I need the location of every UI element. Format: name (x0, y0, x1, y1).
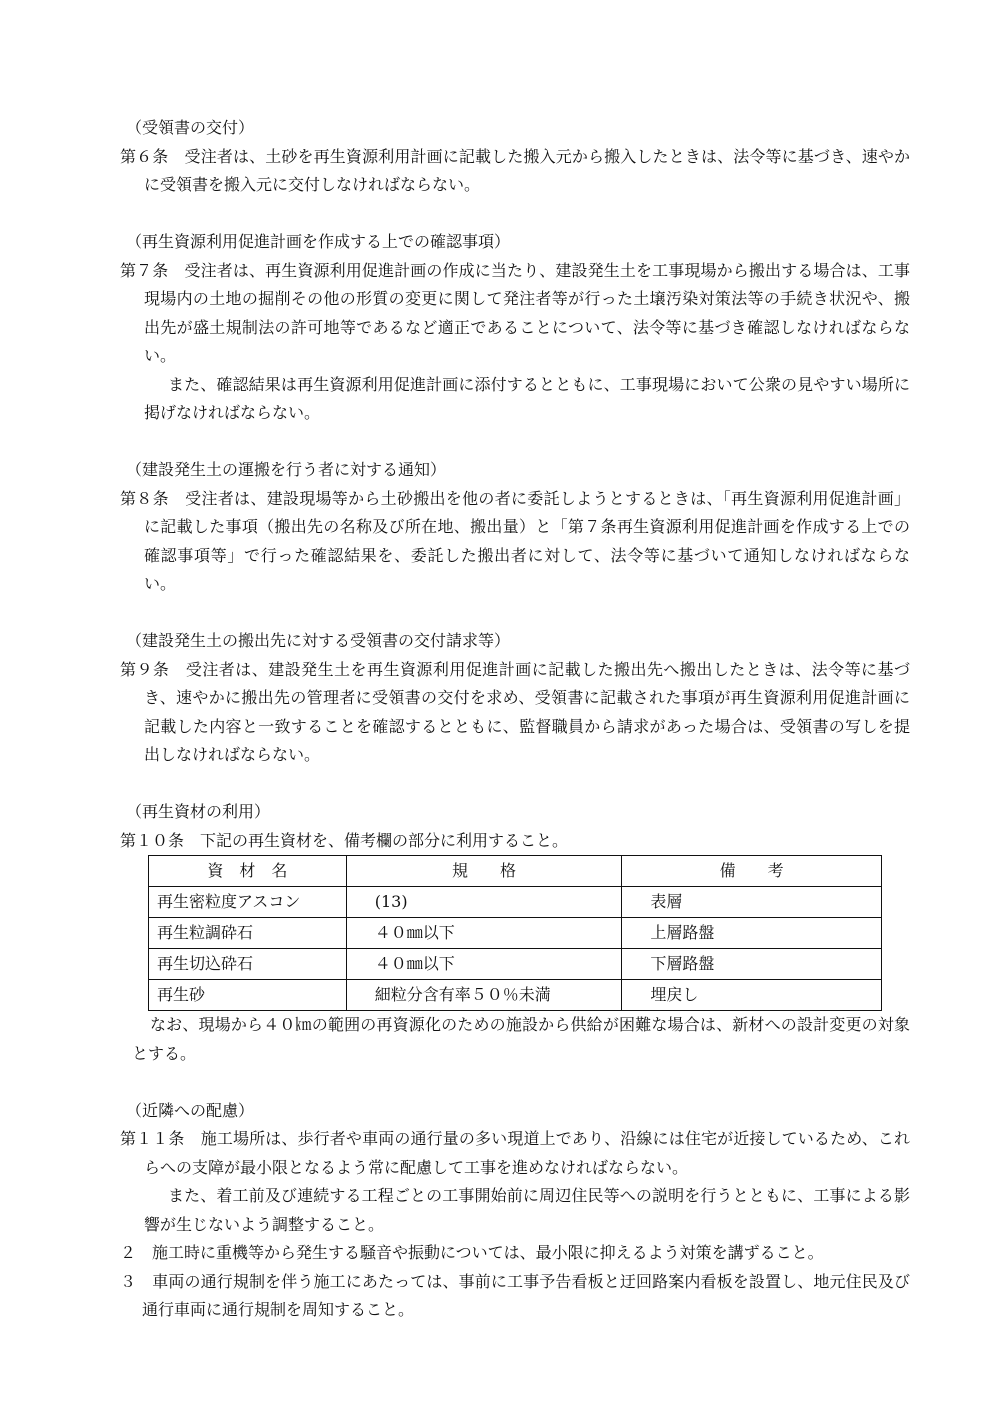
section-article-7 (120, 228, 910, 428)
article-text: 第７条 受注者は、再生資源利用促進計画の作成に当たり、建設発生土を工事現場から搬出する場合は、工事現場内の土地の掘削その他の形質の変更に関して発注者等が行った土壌汚染対策法等の手続き状況や、搬出先が盛土規制法の許可地等であるなど適正であることについて、法令等に基づき確認しなければならない。 (120, 260, 910, 365)
cell-spec: 細粒分含有率５０％未満 (346, 980, 622, 1011)
header-remarks: 備 考 (622, 856, 882, 887)
section-article-11 (120, 1097, 910, 1325)
article-text: 第８条 受注者は、建設現場等から土砂搬出を他の者に委託しようとするときは、「再生資源利用促進計画」に記載した事項（搬出先の名称及び所在地、搬出量）と「第７条再生資源利用促進計画を作成する上での確認事項等」で行った確認結果を、委託した搬出者に対して、法令等に基づいて通知しなければならない。 (120, 488, 910, 593)
section-article-9 (120, 627, 910, 770)
cell-material: 再生砂 (149, 980, 347, 1011)
section-article-6 (120, 114, 910, 200)
document-body (120, 114, 910, 1325)
table-row (149, 980, 882, 1011)
table-row (149, 949, 882, 980)
article-item-3: ３ 車両の通行規制を伴う施工にあたっては、事前に工事予告看板と迂回路案内看板を設置し、地元住民及び通行車両に通行規制を周知すること。 (120, 1271, 910, 1319)
section-article-8 (120, 456, 910, 599)
section-heading: （近隣への配慮） (126, 1100, 255, 1120)
table-header-row (149, 856, 882, 887)
article-item-2: ２ 施工時に重機等から発生する騒音や振動については、最小限に抑えるよう対策を講ずること。 (120, 1243, 824, 1262)
article-text: 第１１条 施工場所は、歩行者や車両の通行量の多い現道上であり、沿線には住宅が近接しているため、これらへの支障が最小限となるよう常に配慮して工事を進めなければならない。 (120, 1129, 910, 1177)
cell-spec: (13) (346, 887, 622, 918)
cell-material: 再生粒調砕石 (149, 918, 347, 949)
header-material-name: 資 材 名 (149, 856, 347, 887)
section-heading: （再生資源利用促進計画を作成する上での確認事項） (126, 232, 511, 251)
cell-spec: ４０㎜以下 (346, 949, 622, 980)
section-heading: （建設発生土の運搬を行う者に対する通知） (126, 460, 447, 479)
cell-remark: 表層 (622, 887, 882, 918)
cell-material: 再生密粒度アスコン (149, 887, 347, 918)
header-specification: 規 格 (346, 856, 622, 887)
cell-material: 再生切込砕石 (149, 949, 347, 980)
recycled-materials-table (148, 855, 882, 1011)
cell-remark: 上層路盤 (622, 918, 882, 949)
article-paragraph: また、着工前及び連続する工程ごとの工事開始前に周辺住民等への説明を行うとともに、工事による影響が生じないよう調整すること。 (144, 1186, 910, 1234)
article-text: 第６条 受注者は、土砂を再生資源利用計画に記載した搬入元から搬入したときは、法令等に基づき、速やかに受領書を搬入元に交付しなければならない。 (120, 146, 910, 194)
article-paragraph: また、確認結果は再生資源利用促進計画に添付するとともに、工事現場において公衆の見やすい場所に掲げなければならない。 (144, 374, 910, 422)
table-row (149, 887, 882, 918)
section-heading: （建設発生土の搬出先に対する受領書の交付請求等） (126, 631, 511, 650)
article-text: 第９条 受注者は、建設発生土を再生資源利用促進計画に記載した搬出先へ搬出したときは、法令等に基づき、速やかに搬出先の管理者に受領書の交付を求め、受領書に記載された事項が再生資源利用促進計画に記載した内容と一致することを確認するとともに、監督職員から請求があった場合は、受領書の写しを提出しなければならない。 (120, 659, 910, 764)
article-text: 第１０条 下記の再生資材を、備考欄の部分に利用すること。 (120, 830, 569, 850)
section-article-10 (120, 798, 910, 1068)
table-row (149, 918, 882, 949)
cell-remark: 下層路盤 (622, 949, 882, 980)
article-note: なお、現場から４０㎞の範囲の再資源化のための施設から供給が困難な場合は、新材への設計変更の対象とする。 (132, 1015, 910, 1063)
section-heading: （受領書の交付） (126, 118, 255, 137)
section-heading: （再生資材の利用） (126, 802, 271, 821)
cell-spec: ４０㎜以下 (346, 918, 622, 949)
cell-remark: 埋戻し (622, 980, 882, 1011)
